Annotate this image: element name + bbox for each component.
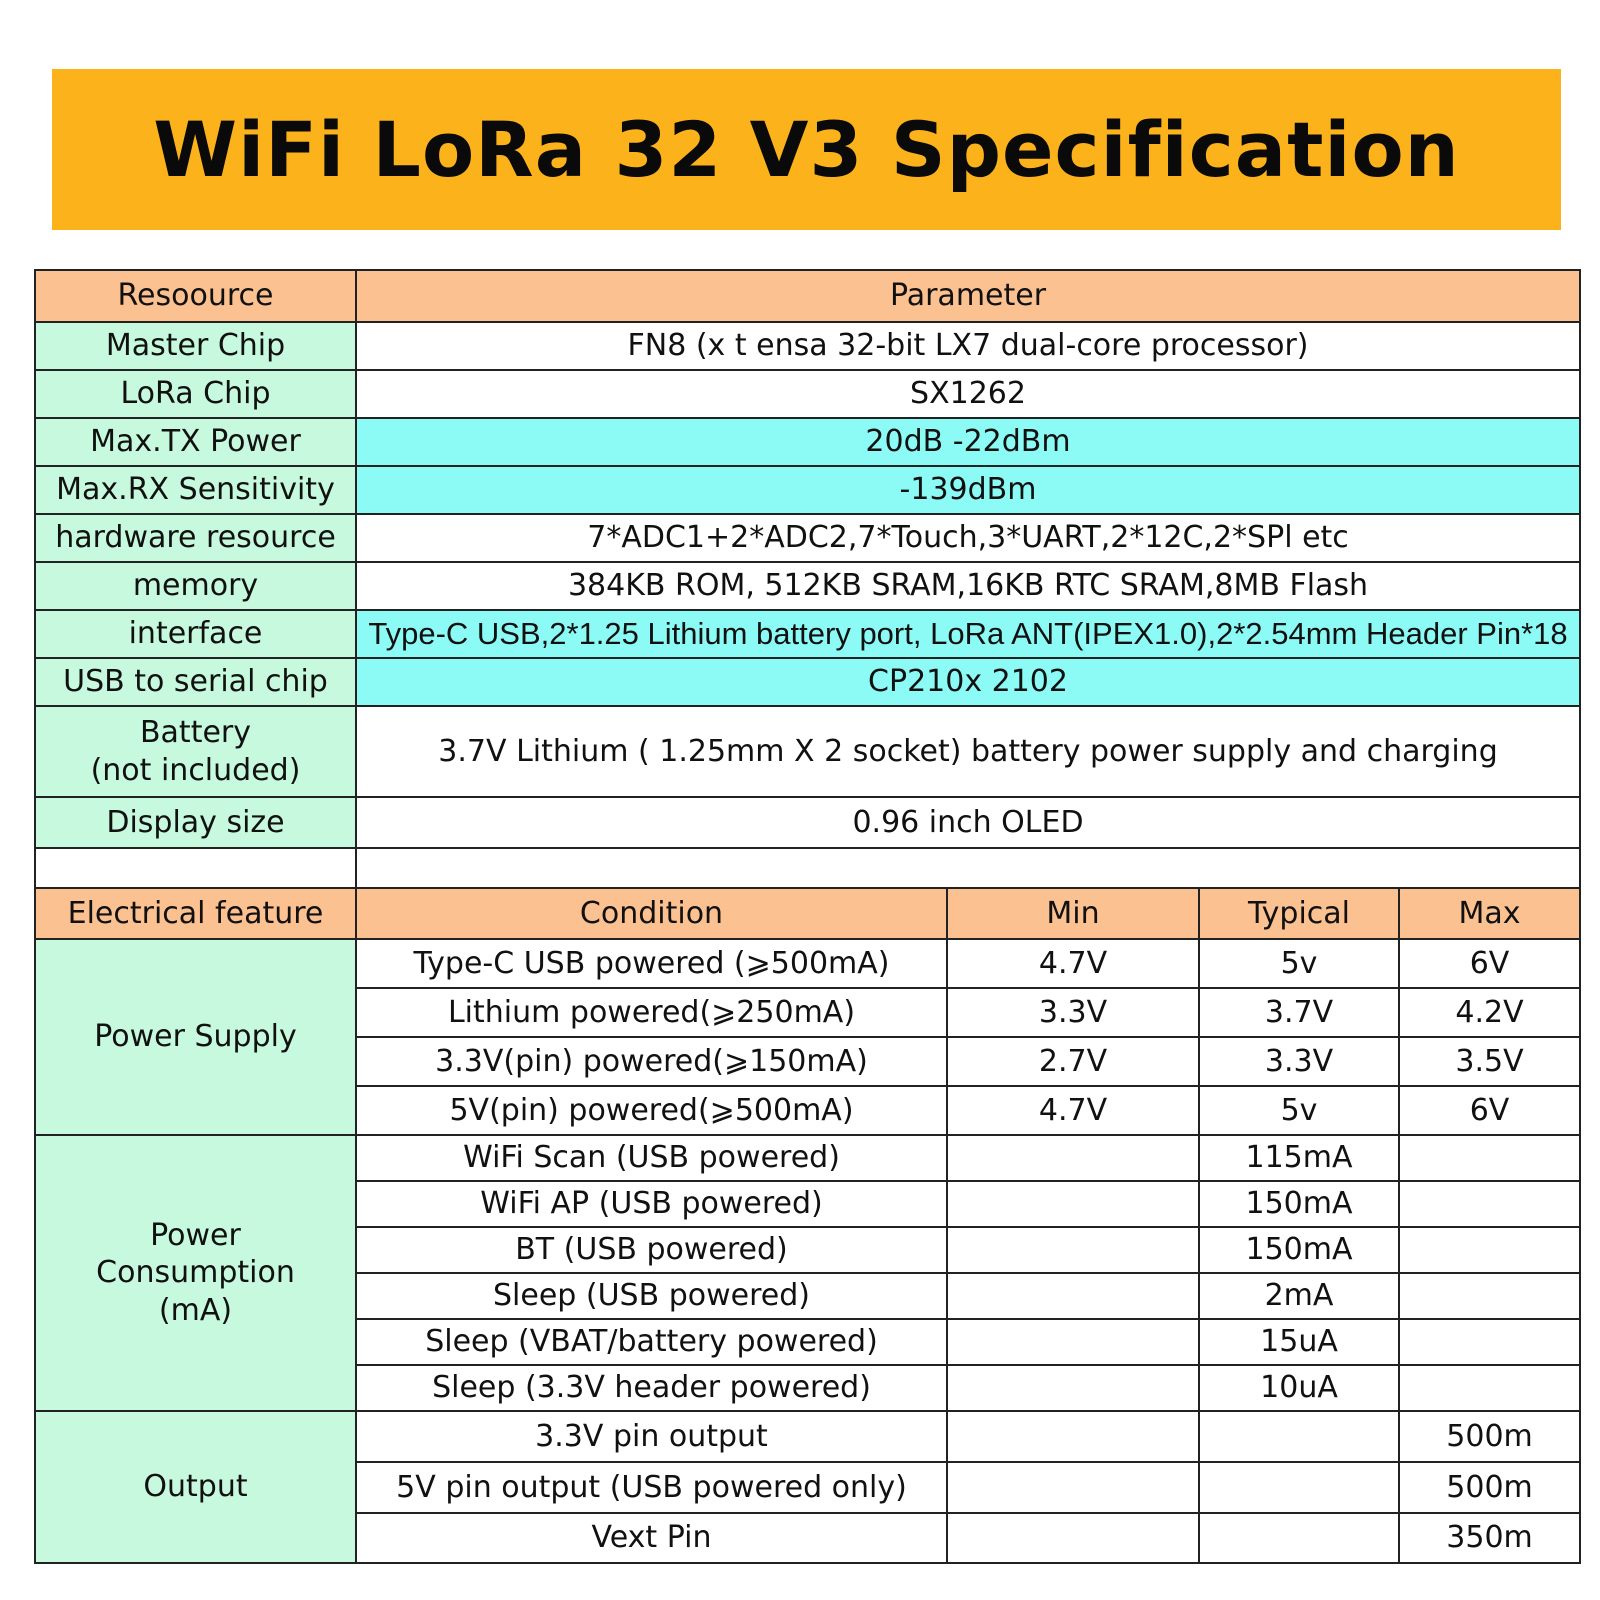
spacer-row	[35, 848, 1580, 888]
spec-label: Display size	[35, 797, 356, 848]
condition-cell: Type-C USB powered (⩾500mA)	[356, 939, 947, 988]
spec-value: -139dBm	[356, 466, 1580, 514]
min-cell	[947, 1365, 1199, 1411]
spec-header-row	[35, 270, 1580, 322]
spec-label: Max.TX Power	[35, 418, 356, 466]
spec-label: hardware resource	[35, 514, 356, 562]
spec-value: 3.7V Lithium ( 1.25mm X 2 socket) battery power supply and charging	[356, 706, 1580, 797]
spec-row	[35, 514, 1580, 562]
spec-row	[35, 658, 1580, 706]
typical-cell: 150mA	[1199, 1181, 1399, 1227]
power-supply-label: Power Supply	[35, 939, 356, 1135]
max-cell: 4.2V	[1399, 988, 1580, 1037]
min-cell	[947, 1513, 1199, 1563]
typical-cell	[1199, 1462, 1399, 1513]
spec-row	[35, 370, 1580, 418]
max-cell: 6V	[1399, 939, 1580, 988]
min-cell	[947, 1462, 1199, 1513]
min-cell: 4.7V	[947, 939, 1199, 988]
spec-row	[35, 418, 1580, 466]
typical-cell: 5v	[1199, 1086, 1399, 1135]
condition-cell: 3.3V(pin) powered(⩾150mA)	[356, 1037, 947, 1086]
output-label: Output	[35, 1411, 356, 1563]
max-cell	[1399, 1227, 1580, 1273]
power-consumption-row	[35, 1135, 1580, 1181]
spec-label: LoRa Chip	[35, 370, 356, 418]
max-cell	[1399, 1135, 1580, 1181]
spec-row	[35, 797, 1580, 848]
spec-row	[35, 562, 1580, 610]
typical-cell: 15uA	[1199, 1319, 1399, 1365]
condition-cell: Sleep (3.3V header powered)	[356, 1365, 947, 1411]
min-cell	[947, 1273, 1199, 1319]
spec-table	[34, 269, 1581, 1564]
typical-cell: 5v	[1199, 939, 1399, 988]
spec-value: 20dB -22dBm	[356, 418, 1580, 466]
spec-row	[35, 610, 1580, 658]
max-cell	[1399, 1365, 1580, 1411]
parameter-header: Parameter	[356, 270, 1580, 322]
condition-cell: BT (USB powered)	[356, 1227, 947, 1273]
min-header: Min	[947, 888, 1199, 939]
output-row	[35, 1411, 1580, 1462]
typical-cell: 10uA	[1199, 1365, 1399, 1411]
condition-cell: 5V pin output (USB powered only)	[356, 1462, 947, 1513]
page-title: WiFi LoRa 32 V3 Specification	[153, 105, 1460, 194]
spec-row	[35, 466, 1580, 514]
condition-cell: 5V(pin) powered(⩾500mA)	[356, 1086, 947, 1135]
typical-cell	[1199, 1513, 1399, 1563]
typical-cell	[1199, 1411, 1399, 1462]
typical-cell: 150mA	[1199, 1227, 1399, 1273]
power-consumption-label	[35, 1135, 356, 1411]
power-consumption-label-line1: Power	[150, 1217, 241, 1253]
typical-header: Typical	[1199, 888, 1399, 939]
max-cell: 350m	[1399, 1513, 1580, 1563]
spec-value: Type-C USB,2*1.25 Lithium battery port, LoRa ANT(IPEX1.0),2*2.54mm Header Pin*18	[356, 610, 1580, 658]
spec-value: SX1262	[356, 370, 1580, 418]
spec-label: Master Chip	[35, 322, 356, 370]
condition-header: Condition	[356, 888, 947, 939]
spec-value: 384KB ROM, 512KB SRAM,16KB RTC SRAM,8MB Flash	[356, 562, 1580, 610]
typical-cell: 115mA	[1199, 1135, 1399, 1181]
condition-cell: WiFi AP (USB powered)	[356, 1181, 947, 1227]
spec-value: FN8 (x t ensa 32-bit LX7 dual-core processor)	[356, 322, 1580, 370]
spec-label: memory	[35, 562, 356, 610]
power-consumption-label-line3: (mA)	[158, 1292, 233, 1328]
condition-cell: WiFi Scan (USB powered)	[356, 1135, 947, 1181]
electrical-header-row	[35, 888, 1580, 939]
spec-label: Max.RX Sensitivity	[35, 466, 356, 514]
typical-cell: 2mA	[1199, 1273, 1399, 1319]
spec-value: CP210x 2102	[356, 658, 1580, 706]
resource-header: Resoource	[35, 270, 356, 322]
max-cell: 500m	[1399, 1411, 1580, 1462]
power-supply-row	[35, 939, 1580, 988]
condition-cell: Vext Pin	[356, 1513, 947, 1563]
condition-cell: 3.3V pin output	[356, 1411, 947, 1462]
spec-label: USB to serial chip	[35, 658, 356, 706]
battery-label-line2: (not included)	[90, 752, 301, 788]
spec-value: 7*ADC1+2*ADC2,7*Touch,3*UART,2*12C,2*SPl etc	[356, 514, 1580, 562]
min-cell	[947, 1181, 1199, 1227]
max-header: Max	[1399, 888, 1580, 939]
max-cell: 500m	[1399, 1462, 1580, 1513]
power-consumption-label-line2: Consumption	[96, 1255, 295, 1291]
max-cell	[1399, 1181, 1580, 1227]
spec-label: interface	[35, 610, 356, 658]
min-cell	[947, 1411, 1199, 1462]
spacer-cell	[356, 848, 1580, 888]
condition-cell: Sleep (VBAT/battery powered)	[356, 1319, 947, 1365]
spec-row	[35, 322, 1580, 370]
min-cell	[947, 1319, 1199, 1365]
max-cell: 6V	[1399, 1086, 1580, 1135]
max-cell	[1399, 1273, 1580, 1319]
max-cell	[1399, 1319, 1580, 1365]
max-cell: 3.5V	[1399, 1037, 1580, 1086]
title-banner	[52, 69, 1561, 230]
typical-cell: 3.3V	[1199, 1037, 1399, 1086]
min-cell: 3.3V	[947, 988, 1199, 1037]
battery-label-line1: Battery	[139, 715, 252, 750]
typical-cell: 3.7V	[1199, 988, 1399, 1037]
feature-header: Electrical feature	[35, 888, 356, 939]
min-cell: 2.7V	[947, 1037, 1199, 1086]
min-cell: 4.7V	[947, 1086, 1199, 1135]
condition-cell: Sleep (USB powered)	[356, 1273, 947, 1319]
spec-row	[35, 706, 1580, 797]
condition-cell: Lithium powered(⩾250mA)	[356, 988, 947, 1037]
min-cell	[947, 1135, 1199, 1181]
min-cell	[947, 1227, 1199, 1273]
spec-label	[35, 706, 356, 797]
spacer-cell	[35, 848, 356, 888]
spec-value: 0.96 inch OLED	[356, 797, 1580, 848]
